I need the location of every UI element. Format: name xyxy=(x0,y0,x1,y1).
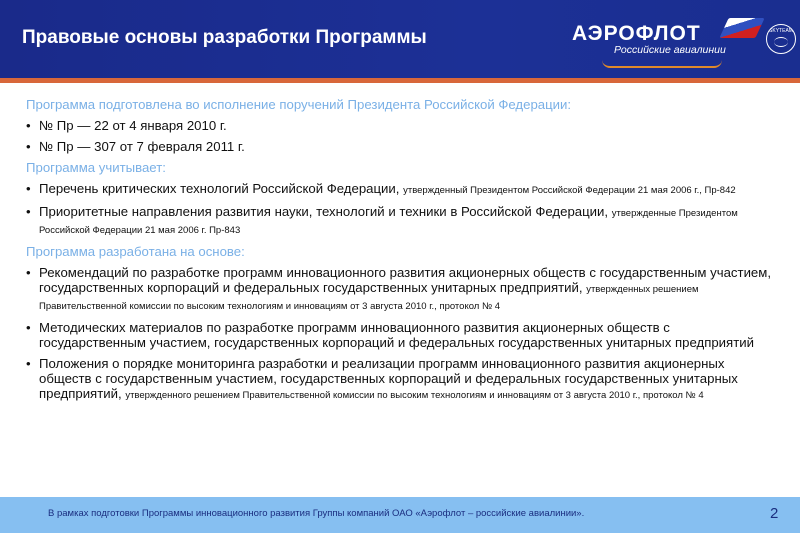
section-heading: Программа разработана на основе: xyxy=(26,244,245,259)
bullet-text: Перечень критических технологий Российской Федерации, xyxy=(39,181,404,196)
slide-title: Правовые основы разработки Программы xyxy=(22,27,427,48)
skyteam-label: SKYTEAM xyxy=(769,28,793,34)
bullet-item: • Методических материалов по разработке программ инновационного развития акционерных обществ с государственным участием, государственных корпораций и федеральных государственных унитарных предприятий xyxy=(26,320,771,350)
bullet-text: Рекомендаций по разработке программ инновационного развития акционерных обществ с государственным участием, государственных корпораций и федеральных государственных унитарных предприятий, xyxy=(39,265,772,295)
bullet-note: утвержденных решением Правительственной комиссии по высоким технологиям и инновациям от 3 августа 2010 г., протокол № 4 xyxy=(39,284,699,312)
bullet-item xyxy=(26,204,771,238)
bullet-text: Приоритетные направления развития науки, технологий и техники в Российской Федерации, xyxy=(39,204,612,219)
bullet-item: • № Пр — 22 от 4 января 2010 г. xyxy=(26,118,771,133)
skyteam-globe-icon xyxy=(774,37,788,47)
footer-text: В рамках подготовки Программы инновационного развития Группы компаний ОАО «Аэрофлот – российские авиалинии». xyxy=(48,508,585,519)
logo-subtitle: Российские авиалинии xyxy=(614,44,726,56)
footer-bar xyxy=(0,497,800,533)
slide-content xyxy=(26,93,771,409)
page-number: 2 xyxy=(770,505,779,522)
aeroflot-logo xyxy=(572,14,762,74)
skyteam-logo-icon xyxy=(766,24,796,54)
bullet-item xyxy=(26,265,771,314)
bullet-note: утвержденные Президентом Российской Федерации 21 мая 2006 г. Пр-843 xyxy=(39,208,738,236)
section-heading: Программа учитывает: xyxy=(26,160,166,175)
bullet-item: • № Пр — 307 от 7 февраля 2011 г. xyxy=(26,139,771,154)
bullet-item xyxy=(26,181,771,198)
header-bar xyxy=(0,0,800,78)
bullet-note: утвержденного решением Правительственной комиссии по высоким технологиям и инновациям от 3 августа 2010 г., протокол № 4 xyxy=(125,390,704,401)
section-heading: Программа подготовлена во исполнение поручений Президента Российской Федерации: xyxy=(26,97,572,112)
swoosh-icon xyxy=(602,60,722,68)
flag-icon xyxy=(719,18,764,38)
bullet-note: утвержденный Президентом Российской Федерации 21 мая 2006 г., Пр-842 xyxy=(403,185,736,196)
bullet-text: Положения о порядке мониторинга разработки и реализации программ инновационного развития акционерных обществ с государственным участием, государственных корпораций и федеральных государственных унитарных предприятий, xyxy=(39,356,738,401)
logo-name: АЭРОФЛОТ xyxy=(572,22,701,45)
bullet-item xyxy=(26,356,771,403)
header-stripe xyxy=(0,78,800,83)
